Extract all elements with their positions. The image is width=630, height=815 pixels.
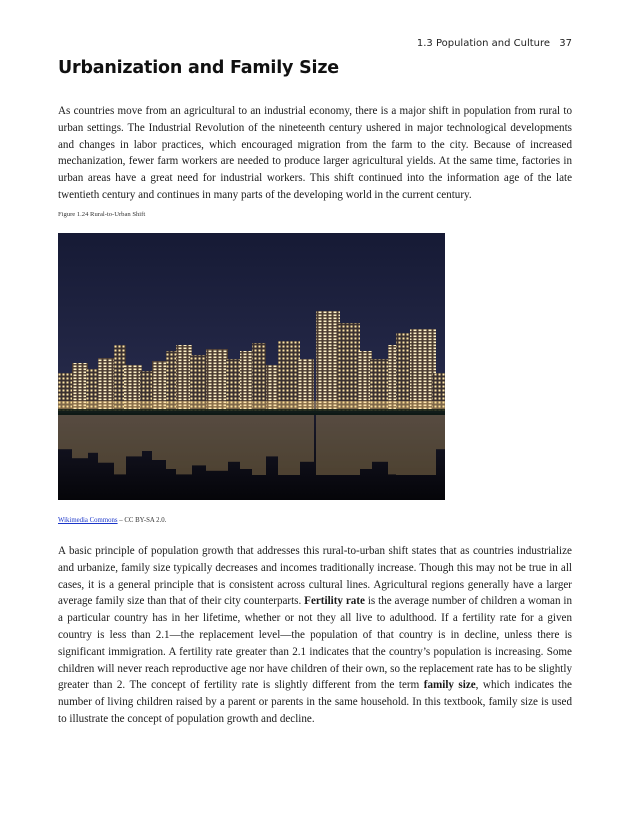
page-number: 37 [559,38,572,49]
term-family-size: family size [423,679,476,692]
intro-paragraph: As countries move from an agricultural to an industrial economy, there is a major shift in population from rural to urban settings. The Industrial Revolution of the nineteenth century ushered in major technological developments and changes in labor practices, which encouraged migration from the farm to the city. Because of increased mechanization, fewer farm workers are needed to produce larger agricultural yields. At the same time, factories in urban areas have a great need for industrial workers. This shift continued into the information age of the late twentieth century and continues in many parts of the developing world in the current century. [58,105,572,201]
running-head-section: 1.3 Population and Culture [416,38,551,49]
p2-text-1: A basic principle of population growth that addresses this rural-to-urban shift states that as countries industrialize and urbanize, family size typically decreases and incomes traditionally increase. Though this may not be true in all cases, it is a general principle that is consistent across cultural lines. Agricultural regions generally have a larger average family size than that of their city counterparts. [58,545,572,608]
fertility-paragraph [58,543,572,728]
p2-text-2: is the average number of children a woman in a particular country has in her lifetime, whether or not they all live to adulthood. If a fertility rate for a given country is less than 2.1—the replacement level—the population of that country is in decline, unless there is significant immigration. A fertility rate greater than 2.1 indicates that the country’s population is increasing. Some children will never reach reproductive age nor have children of their own, so the replacement rate has to be slightly greater than 2. The concept of fertility rate is slightly different from the term [58,595,573,692]
city-skyline-photo [58,233,445,500]
page-title: Urbanization and Family Size [58,58,339,78]
p2-text-3: , which indicates the number of living children raised by a parent or parents in the same household. In this textbook, family size is used to illustrate the concept of population growth and decline. [58,679,572,725]
image-credit [58,517,166,524]
running-head [417,38,572,49]
license-text: – CC BY-SA 2.0. [117,517,167,524]
term-fertility-rate: Fertility rate [304,595,365,608]
wikimedia-commons-link[interactable]: Wikimedia Commons [58,517,118,524]
figure-caption: Figure 1.24 Rural-to-Urban Shift [58,211,146,218]
